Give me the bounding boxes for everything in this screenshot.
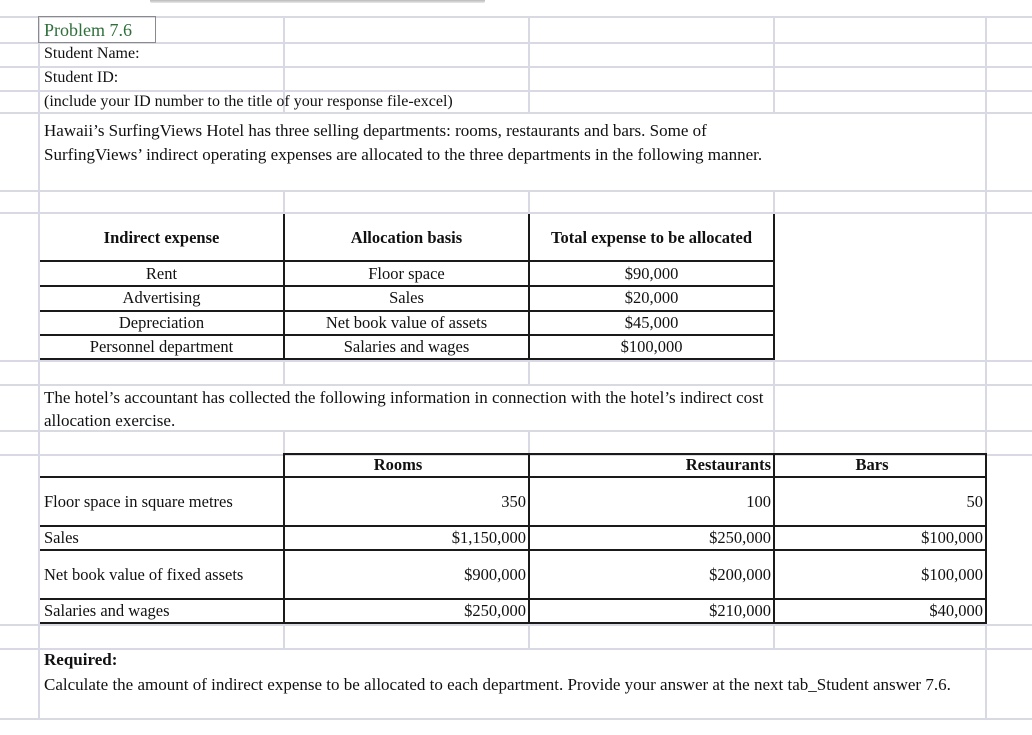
bars-cell: $40,000	[929, 601, 983, 620]
student-name-label: Student Name:	[44, 45, 140, 62]
total-cell: $90,000	[624, 264, 679, 283]
header-allocation-basis: Allocation basis	[350, 228, 463, 247]
expense-cell: Rent	[145, 264, 178, 283]
header-rooms: Rooms	[373, 455, 423, 474]
required-text: Calculate the amount of indirect expense to be allocated to each department. Provide your answer at the next tab_Student answer 7.6.	[44, 675, 951, 694]
page-title: Problem 7.6	[44, 20, 132, 40]
header-indirect-expense: Indirect expense	[103, 228, 220, 247]
total-cell: $100,000	[620, 337, 683, 356]
id-note: (include your ID number to the title of your response file-excel)	[44, 93, 453, 110]
row-label: Floor space in square metres	[44, 492, 233, 511]
basis-cell: Floor space	[368, 264, 445, 283]
row-label: Net book value of fixed assets	[44, 565, 244, 584]
basis-cell: Salaries and wages	[343, 337, 470, 356]
header-bars: Bars	[855, 455, 889, 474]
rooms-cell: 350	[501, 492, 526, 511]
rooms-cell: $250,000	[464, 601, 526, 620]
restaurants-cell: $200,000	[709, 565, 771, 584]
student-id-label: Student ID:	[44, 69, 119, 86]
total-cell: $20,000	[624, 288, 679, 307]
basis-cell: Sales	[389, 288, 424, 307]
restaurants-cell: 100	[746, 492, 771, 511]
restaurants-cell: $250,000	[709, 528, 771, 547]
rooms-cell: $900,000	[464, 565, 526, 584]
expense-cell: Advertising	[122, 288, 201, 307]
bars-cell: $100,000	[921, 528, 983, 547]
bars-cell: $100,000	[921, 565, 983, 584]
info-paragraph: The hotel’s accountant has collected the following information in connection with the hotel’s indirect cost allocation exercise.	[44, 388, 764, 430]
required-heading: Required:	[44, 650, 118, 669]
rooms-cell: $1,150,000	[451, 528, 526, 547]
row-label: Sales	[44, 528, 79, 547]
total-cell: $45,000	[624, 313, 679, 332]
expense-cell: Depreciation	[118, 313, 205, 332]
header-restaurants: Restaurants	[685, 455, 771, 474]
header-total-expense: Total expense to be allocated	[550, 228, 753, 247]
top-shadow	[150, 0, 485, 3]
expense-cell: Personnel department	[89, 337, 234, 356]
basis-cell: Net book value of assets	[325, 313, 488, 332]
restaurants-cell: $210,000	[709, 601, 771, 620]
bars-cell: 50	[966, 492, 983, 511]
row-label: Salaries and wages	[44, 601, 170, 620]
intro-paragraph: Hawaii’s SurfingViews Hotel has three selling departments: rooms, restaurants and bars. Some of SurfingViews’ indirect operating expenses are allocated to the three departments in the following manner.	[44, 121, 763, 164]
